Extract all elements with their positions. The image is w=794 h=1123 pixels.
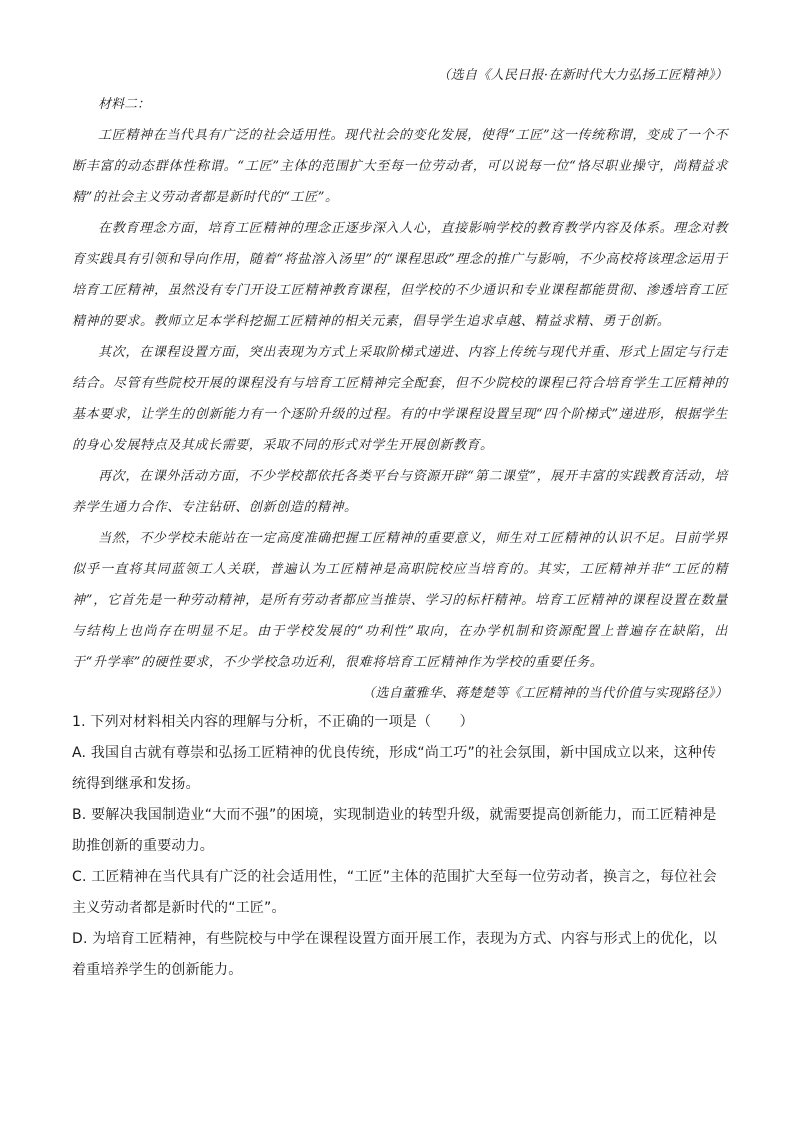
option-a: A. 我国自古就有尊崇和弘扬工匠精神的优良传统，形成“尚工巧”的社会氛围，新中国成立以来，这种传统得到继承和发扬。 [72, 745, 717, 792]
paragraph-4: 再次，在课外活动方面，不少学校都依托各类平台与资源开辟“第二课堂”，展开丰富的实践教育活动，培养学生通力合作、专注钻研、创新创造的精神。 [72, 469, 728, 515]
option-d: D. 为培育工匠精神，有些院校与中学在课程设置方面开展工作，表现为方式、内容与形式上的优化，以着重培养学生的创新能力。 [72, 931, 718, 978]
question-stem: 1. 下列对材料相关内容的理解与分析，不正确的一项是（ ） [72, 714, 474, 730]
source-citation-1: （选自《人民日报·在新时代大力弘扬工匠精神》） [437, 68, 728, 83]
source-citation-2: （选自董雅华、蒋楚楚等《工匠精神的当代价值与实现路径》） [362, 686, 728, 701]
paragraph-5: 当然，不少学校未能站在一定高度准确把握工匠精神的重要意义，师生对工匠精神的认识不足。目前学界似乎一直将其同蓝领工人关联，普遍认为工匠精神是高职院校应当培育的。其实，工匠精神并非“工匠的精神”，它首先是一种劳动精神，是所有劳动者都应当推崇、学习的标杆精神。培育工匠精神的课程设置在数量与结构上也尚存在明显不足。由于学校发展的“功利性”取向，在办学机制和资源配置上普遍存在缺陷，出于“升学率”的硬性要求，不少学校急功近利，很难将培育工匠精神作为学校的重要任务。 [72, 531, 728, 670]
paragraph-3: 其次，在课程设置方面，突出表现为方式上采取阶梯式递进、内容上传统与现代并重、形式上固定与行走结合。尽管有些院校开展的课程没有与培育工匠精神完全配套，但不少院校的课程已符合培育学生工匠精神的基本要求，让学生的创新能力有一个逐阶升级的过程。有的中学课程设置呈现“四个阶梯式”递进形，根据学生的身心发展特点及其成长需要，采取不同的形式对学生开展创新教育。 [72, 345, 728, 453]
option-b: B. 要解决我国制造业“大而不强”的困境，实现制造业的转型升级，就需要提高创新能力，而工匠精神是助推创新的重要动力。 [72, 807, 717, 854]
option-c: C. 工匠精神在当代具有广泛的社会适用性，“工匠”主体的范围扩大至每一位劳动者，换言之，每位社会主义劳动者都是新时代的“工匠”。 [72, 869, 717, 916]
paragraph-1: 工匠精神在当代具有广泛的社会适用性。现代社会的变化发展，使得“工匠”这一传统称谓，变成了一个不断丰富的动态群体性称谓。“工匠”主体的范围扩大至每一位劳动者，可以说每一位“恪尽职业操守，尚精益求精”的社会主义劳动者都是新时代的“工匠”。 [72, 128, 728, 205]
paragraph-2: 在教育理念方面，培育工匠精神的理念正逐步深入人心，直接影响学校的教育教学内容及体系。理念对教育实践具有引领和导向作用，随着“将盐溶入汤里”的“课程思政”理念的推广与影响，不少高校将该理念运用于培育工匠精神，虽然没有专门开设工匠精神教育课程，但学校的不少通识和专业课程都能贯彻、渗透培育工匠精神的要求。教师立足本学科挖掘工匠精神的相关元素，倡导学生追求卓越、精益求精、勇于创新。 [72, 221, 728, 329]
material-2-heading: 材料二： [98, 97, 151, 112]
document-page [72, 62, 728, 986]
